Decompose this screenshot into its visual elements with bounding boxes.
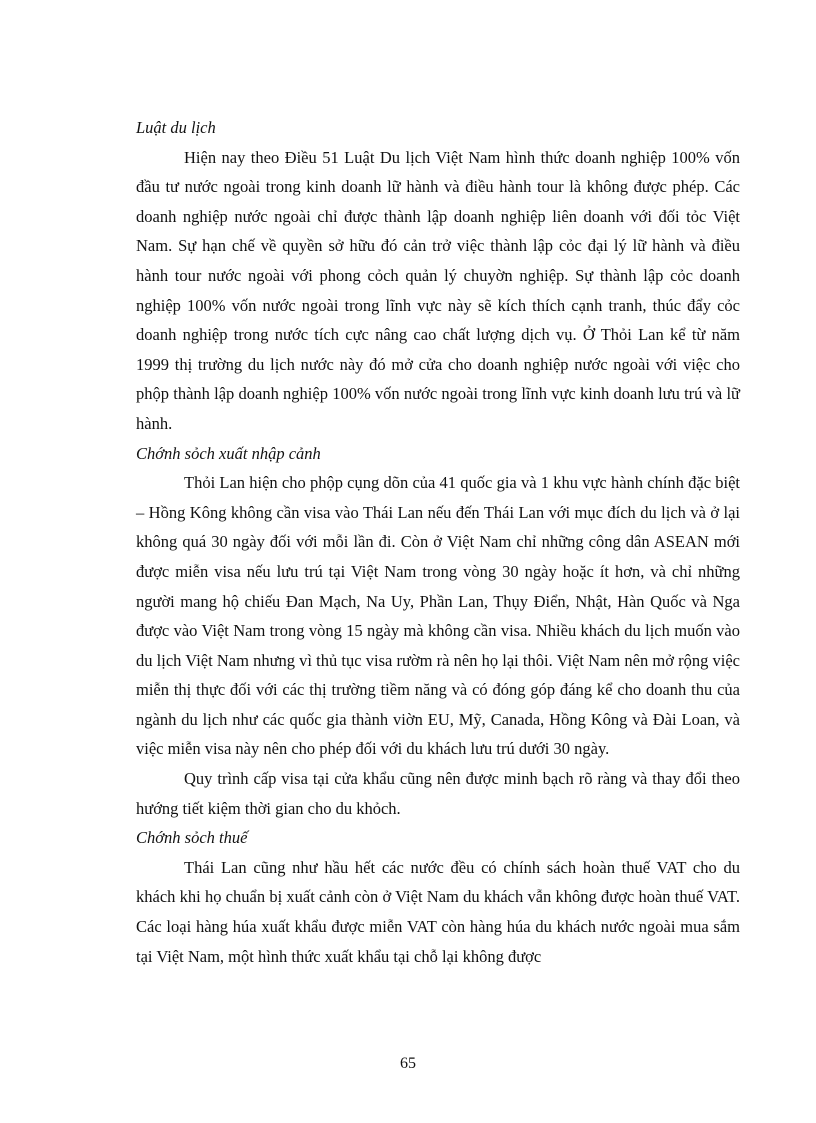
page-number: 65 — [400, 1055, 416, 1072]
section-heading-tax-policy: Chớnh sỏch thuế — [136, 828, 248, 848]
paragraph-vat-refund: Thái Lan cũng như hầu hết các nước đều có chính sách hoàn thuế VAT cho du khách khi họ chuẩn bị xuất cảnh còn ở Việt Nam du khách vẫn không được hoàn thuế VAT. Các loại hàng húa xuất khẩu được miễn VAT còn hàng húa du khách nước ngoài mua sắm tại Việt Nam, một hình thức xuất khẩu tại chỗ lại không được — [136, 857, 740, 966]
section-heading-immigration-policy: Chớnh sỏch xuất nhập cảnh — [136, 443, 321, 463]
page-content — [136, 113, 740, 971]
section-heading-tourism-law: Luật du lịch — [136, 118, 216, 137]
paragraph-visa-exemption: Thỏi Lan hiện cho phộp cụng dõn của 41 quốc gia và 1 khu vực hành chính đặc biệt – Hồng Kông không cần visa vào Thái Lan nếu đến Thái Lan với mục đích du lịch và ở lại không quá 30 ngày đối với mỗi lần đi. Còn ở Việt Nam chỉ những công dân ASEAN mới được miễn visa nếu lưu trú tại Việt Nam trong vòng 30 ngày hoặc ít hơn, và chỉ những người mang hộ chiếu Đan Mạch, Na Uy, Phần Lan, Thụy Điển, Nhật, Hàn Quốc và Nga được vào Việt Nam trong vòng 15 ngày mà không cần visa. Nhiều khách du lịch muốn vào du lịch Việt Nam nhưng vì thủ tục visa rườm rà nên họ lại thôi. Việt Nam nên mở rộng việc miễn thị thực đối với các thị trường tiềm năng và có đóng góp đáng kể cho doanh thu của ngành du lịch như các quốc gia thành viờn EU, Mỹ, Canada, Hồng Kông và Đài Loan, và việc miễn visa này nên cho phép đối với du khách lưu trú dưới 30 ngày. — [136, 473, 740, 759]
paragraph-tourism-law: Hiện nay theo Điều 51 Luật Du lịch Việt Nam hình thức doanh nghiệp 100% vốn đầu tư nước ngoài trong kinh doanh lữ hành và điều hành tour là không được phép. Các doanh nghiệp nước ngoài chỉ được thành lập doanh nghiệp liên doanh với đối tỏc Việt Nam. Sự hạn chế về quyền sở hữu đó cản trở việc thành lập cỏc đại lý lữ hành và điều hành tour nước ngoài với phong cỏch quản lý chuyờn nghiệp. Sự thành lập cỏc doanh nghiệp 100% vốn nước ngoài trong lĩnh vực này sẽ kích thích cạnh tranh, thúc đẩy cỏc doanh nghiệp trong nước tích cực nâng cao chất lượng dịch vụ. Ở Thỏi Lan kể từ năm 1999 thị trường du lịch nước này đó mở cửa cho doanh nghiệp nước ngoài với việc cho phộp thành lập doanh nghiệp 100% vốn nước ngoài trong lĩnh vực kinh doanh lưu trú và lữ hành. — [136, 147, 740, 433]
paragraph-visa-procedure: Quy trình cấp visa tại cửa khẩu cũng nên được minh bạch rõ ràng và thay đổi theo hướng tiết kiệm thời gian cho du khỏch. — [136, 769, 740, 818]
